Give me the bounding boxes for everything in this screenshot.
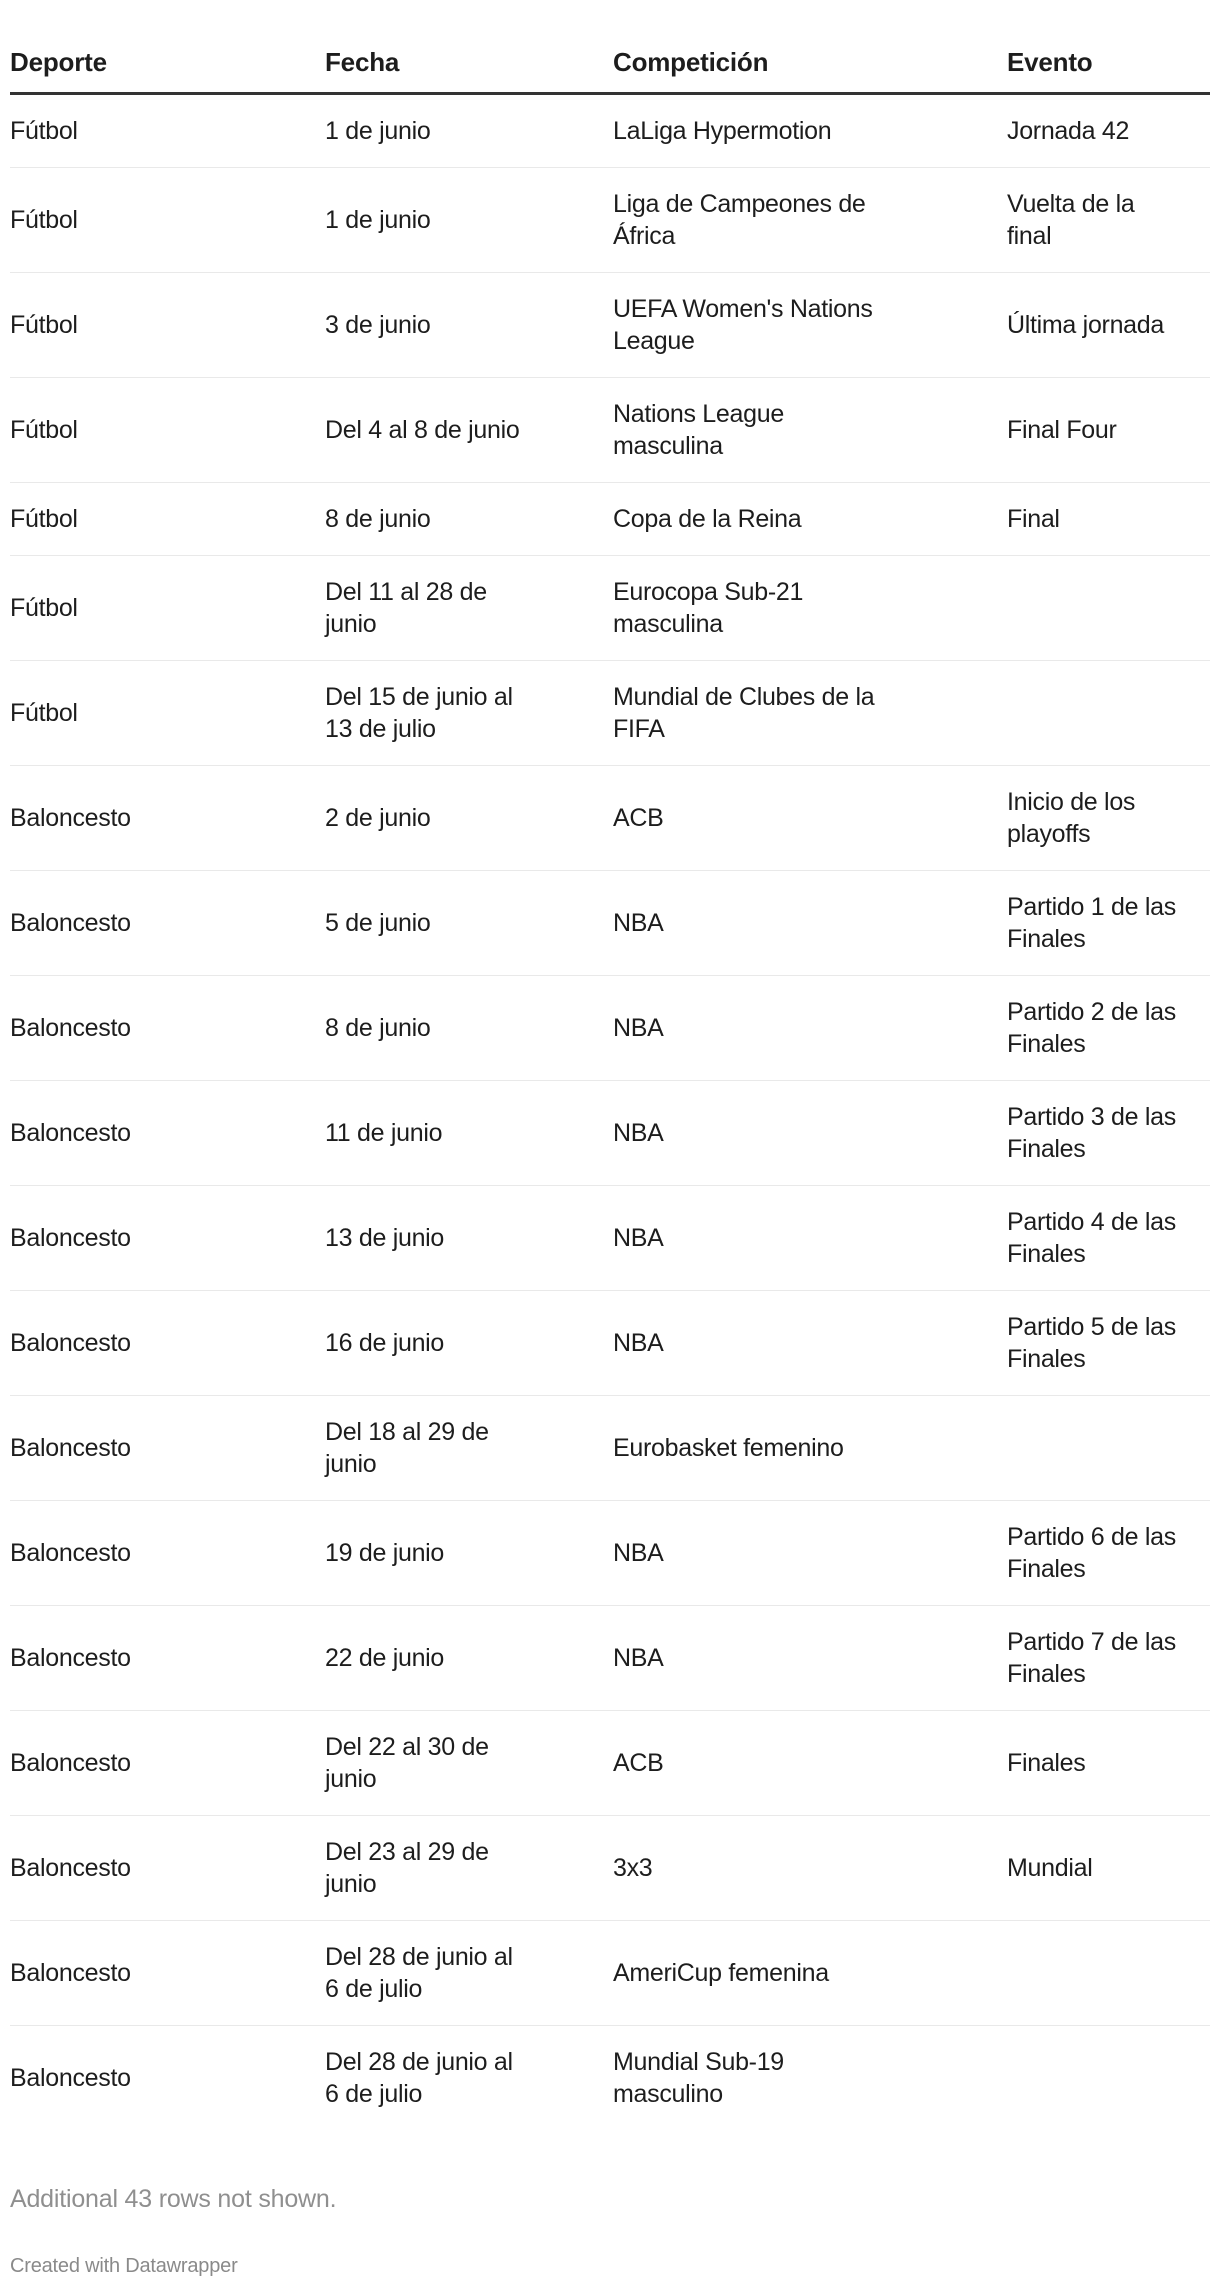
cell-competicion [613, 2026, 1007, 2131]
cell-text-line: Baloncesto [10, 1434, 131, 1462]
cell-fecha [325, 1501, 613, 1606]
cell-evento [1007, 168, 1210, 273]
cell-text-line: Nations League [613, 400, 784, 428]
cell-text-line: Baloncesto [10, 1749, 131, 1777]
cell-evento [1007, 1396, 1210, 1501]
cell-text-line: 3 de junio [325, 311, 431, 339]
events-table [10, 0, 1210, 2130]
cell-text-line: Del 28 de junio al [325, 1943, 513, 1971]
cell-text-line: Baloncesto [10, 1014, 131, 1042]
cell-text-line: Del 28 de junio al [325, 2048, 513, 2076]
cell-text-line: 8 de junio [325, 1014, 431, 1042]
cell-deporte [10, 378, 325, 483]
cell-deporte [10, 976, 325, 1081]
cell-text-line: NBA [613, 1014, 664, 1042]
table-row [10, 273, 1210, 378]
table-row [10, 94, 1210, 168]
cell-competicion [613, 556, 1007, 661]
cell-fecha [325, 871, 613, 976]
column-header-fecha[interactable]: Fecha [325, 0, 613, 94]
cell-text-line: junio [325, 1450, 377, 1478]
cell-competicion [613, 976, 1007, 1081]
cell-deporte [10, 766, 325, 871]
cell-text-line: Eurocopa Sub-21 [613, 578, 804, 606]
cell-text-line: Finales [1007, 1555, 1086, 1583]
cell-text-line: Final [1007, 505, 1060, 533]
cell-fecha [325, 1816, 613, 1921]
cell-evento [1007, 1606, 1210, 1711]
table-row [10, 378, 1210, 483]
cell-text-line: Partido 5 de las [1007, 1313, 1176, 1341]
cell-fecha [325, 1921, 613, 2026]
cell-deporte [10, 1921, 325, 2026]
cell-fecha [325, 1711, 613, 1816]
cell-text-line: ACB [613, 1749, 664, 1777]
cell-evento [1007, 1711, 1210, 1816]
cell-text-line: 11 de junio [325, 1119, 443, 1147]
column-header-deporte[interactable]: Deporte [10, 0, 325, 94]
cell-text-line: Finales [1007, 1030, 1086, 1058]
cell-fecha [325, 976, 613, 1081]
cell-deporte [10, 1081, 325, 1186]
cell-text-line: Del 11 al 28 de [325, 578, 487, 606]
cell-text-line: Mundial de Clubes de la [613, 683, 875, 711]
cell-text-line: 6 de julio [325, 1975, 423, 2003]
cell-deporte [10, 1291, 325, 1396]
cell-text-line: Fútbol [10, 416, 78, 444]
cell-text-line: Partido 2 de las [1007, 998, 1176, 1026]
cell-fecha [325, 556, 613, 661]
cell-deporte [10, 1816, 325, 1921]
table-header [10, 0, 1210, 94]
cell-evento [1007, 1921, 1210, 2026]
table-row [10, 168, 1210, 273]
cell-text-line: Partido 3 de las [1007, 1103, 1176, 1131]
cell-fecha [325, 766, 613, 871]
cell-deporte [10, 1396, 325, 1501]
column-header-evento[interactable]: Evento [1007, 0, 1210, 94]
cell-evento [1007, 766, 1210, 871]
cell-text-line: 3x3 [613, 1854, 653, 1882]
cell-fecha [325, 1081, 613, 1186]
table-row [10, 1291, 1210, 1396]
table-row [10, 1921, 1210, 2026]
cell-text-line: 13 de julio [325, 715, 436, 743]
cell-deporte [10, 661, 325, 766]
cell-evento [1007, 2026, 1210, 2131]
cell-text-line: Partido 1 de las [1007, 893, 1176, 921]
cell-text-line: masculino [613, 2080, 723, 2108]
cell-deporte [10, 483, 325, 556]
cell-text-line: Mundial Sub-19 [613, 2048, 784, 2076]
table-notes: Additional 43 rows not shown. [10, 2185, 337, 2213]
table-row [10, 976, 1210, 1081]
cell-text-line: 2 de junio [325, 804, 431, 832]
table-row [10, 1816, 1210, 1921]
cell-text-line: 5 de junio [325, 909, 431, 937]
cell-fecha [325, 1291, 613, 1396]
table-row [10, 661, 1210, 766]
cell-deporte [10, 94, 325, 168]
cell-text-line: 1 de junio [325, 206, 431, 234]
cell-evento [1007, 94, 1210, 168]
cell-competicion [613, 378, 1007, 483]
cell-deporte [10, 168, 325, 273]
table-row [10, 1396, 1210, 1501]
cell-text-line: Partido 4 de las [1007, 1208, 1176, 1236]
cell-text-line: 8 de junio [325, 505, 431, 533]
cell-deporte [10, 871, 325, 976]
cell-text-line: Del 4 al 8 de junio [325, 416, 520, 444]
table-row [10, 1501, 1210, 1606]
cell-text-line: Finales [1007, 1135, 1086, 1163]
cell-text-line: Baloncesto [10, 804, 131, 832]
cell-text-line: Baloncesto [10, 1959, 131, 1987]
cell-text-line: playoffs [1007, 820, 1091, 848]
cell-competicion [613, 1396, 1007, 1501]
cell-text-line: Copa de la Reina [613, 505, 802, 533]
table-row [10, 871, 1210, 976]
cell-competicion [613, 661, 1007, 766]
cell-text-line: NBA [613, 1539, 664, 1567]
cell-text-line: Fútbol [10, 117, 78, 145]
cell-fecha [325, 273, 613, 378]
cell-competicion [613, 1606, 1007, 1711]
cell-text-line: Liga de Campeones de [613, 190, 866, 218]
cell-text-line: Baloncesto [10, 1644, 131, 1672]
cell-text-line: NBA [613, 1119, 664, 1147]
cell-text-line: Baloncesto [10, 1539, 131, 1567]
cell-competicion [613, 1921, 1007, 2026]
cell-fecha [325, 661, 613, 766]
table-row [10, 1186, 1210, 1291]
datawrapper-credit[interactable]: Created with Datawrapper [10, 2255, 238, 2277]
cell-fecha [325, 1396, 613, 1501]
table-row [10, 2026, 1210, 2131]
column-header-competicion[interactable]: Competición [613, 0, 1007, 94]
cell-text-line: junio [325, 1765, 377, 1793]
cell-fecha [325, 168, 613, 273]
cell-text-line: Fútbol [10, 505, 78, 533]
cell-text-line: 22 de junio [325, 1644, 445, 1672]
cell-competicion [613, 1711, 1007, 1816]
table-row [10, 1606, 1210, 1711]
cell-text-line: Mundial [1007, 1854, 1093, 1882]
cell-evento [1007, 1291, 1210, 1396]
cell-text-line: LaLiga Hypermotion [613, 117, 832, 145]
cell-text-line: AmeriCup femenina [613, 1959, 829, 1987]
cell-text-line: 19 de junio [325, 1539, 445, 1567]
cell-text-line: África [613, 222, 676, 250]
cell-evento [1007, 483, 1210, 556]
cell-text-line: League [613, 327, 695, 355]
cell-text-line: UEFA Women's Nations [613, 295, 873, 323]
cell-text-line: masculina [613, 610, 723, 638]
cell-evento [1007, 1081, 1210, 1186]
cell-text-line: final [1007, 222, 1052, 250]
cell-evento [1007, 1501, 1210, 1606]
cell-fecha [325, 1186, 613, 1291]
cell-text-line: ACB [613, 804, 664, 832]
cell-text-line: Partido 6 de las [1007, 1523, 1176, 1551]
cell-text-line: Última jornada [1007, 311, 1164, 339]
cell-text-line: 13 de junio [325, 1224, 445, 1252]
cell-text-line: Fútbol [10, 594, 78, 622]
cell-text-line: Baloncesto [10, 1224, 131, 1252]
header-row [10, 0, 1210, 94]
cell-text-line: Baloncesto [10, 2064, 131, 2092]
cell-text-line: NBA [613, 1329, 664, 1357]
cell-text-line: Del 15 de junio al [325, 683, 513, 711]
cell-text-line: Fútbol [10, 311, 78, 339]
cell-competicion [613, 1186, 1007, 1291]
cell-text-line: Fútbol [10, 699, 78, 727]
cell-competicion [613, 766, 1007, 871]
cell-deporte [10, 1186, 325, 1291]
cell-text-line: Baloncesto [10, 909, 131, 937]
table-row [10, 1711, 1210, 1816]
cell-deporte [10, 2026, 325, 2131]
cell-competicion [613, 168, 1007, 273]
table-row [10, 1081, 1210, 1186]
cell-deporte [10, 556, 325, 661]
cell-text-line: Finales [1007, 1660, 1086, 1688]
cell-text-line: Eurobasket femenino [613, 1434, 844, 1462]
cell-text-line: Baloncesto [10, 1854, 131, 1882]
table-row [10, 766, 1210, 871]
cell-text-line: 1 de junio [325, 117, 431, 145]
cell-competicion [613, 871, 1007, 976]
cell-text-line: NBA [613, 1224, 664, 1252]
cell-text-line: NBA [613, 909, 664, 937]
cell-text-line: Baloncesto [10, 1119, 131, 1147]
cell-text-line: 16 de junio [325, 1329, 445, 1357]
cell-text-line: Vuelta de la [1007, 190, 1135, 218]
cell-text-line: 6 de julio [325, 2080, 423, 2108]
cell-text-line: Partido 7 de las [1007, 1628, 1176, 1656]
cell-text-line: Del 22 al 30 de [325, 1733, 489, 1761]
cell-evento [1007, 378, 1210, 483]
cell-fecha [325, 94, 613, 168]
cell-text-line: junio [325, 1870, 377, 1898]
cell-deporte [10, 1606, 325, 1711]
cell-text-line: Finales [1007, 1240, 1086, 1268]
cell-fecha [325, 2026, 613, 2131]
cell-evento [1007, 1186, 1210, 1291]
cell-deporte [10, 1501, 325, 1606]
cell-evento [1007, 871, 1210, 976]
cell-competicion [613, 94, 1007, 168]
cell-text-line: Final Four [1007, 416, 1117, 444]
cell-fecha [325, 1606, 613, 1711]
cell-fecha [325, 483, 613, 556]
cell-text-line: masculina [613, 432, 723, 460]
cell-competicion [613, 1081, 1007, 1186]
cell-deporte [10, 1711, 325, 1816]
cell-text-line: Baloncesto [10, 1329, 131, 1357]
cell-text-line: Del 18 al 29 de [325, 1418, 489, 1446]
cell-evento [1007, 273, 1210, 378]
cell-competicion [613, 273, 1007, 378]
cell-text-line: junio [325, 610, 377, 638]
cell-competicion [613, 1816, 1007, 1921]
cell-evento [1007, 1816, 1210, 1921]
cell-competicion [613, 483, 1007, 556]
table-body [10, 94, 1210, 2131]
cell-competicion [613, 1291, 1007, 1396]
cell-text-line: Fútbol [10, 206, 78, 234]
cell-evento [1007, 661, 1210, 766]
table-row [10, 556, 1210, 661]
cell-text-line: Inicio de los [1007, 788, 1136, 816]
cell-text-line: Finales [1007, 1749, 1086, 1777]
cell-text-line: NBA [613, 1644, 664, 1672]
cell-text-line: FIFA [613, 715, 665, 743]
cell-fecha [325, 378, 613, 483]
cell-text-line: Finales [1007, 925, 1086, 953]
cell-text-line: Del 23 al 29 de [325, 1838, 489, 1866]
table-row [10, 483, 1210, 556]
datawrapper-table-container [10, 0, 1210, 2130]
cell-evento [1007, 556, 1210, 661]
cell-text-line: Jornada 42 [1007, 117, 1130, 145]
cell-text-line: Finales [1007, 1345, 1086, 1373]
cell-deporte [10, 273, 325, 378]
cell-competicion [613, 1501, 1007, 1606]
cell-evento [1007, 976, 1210, 1081]
